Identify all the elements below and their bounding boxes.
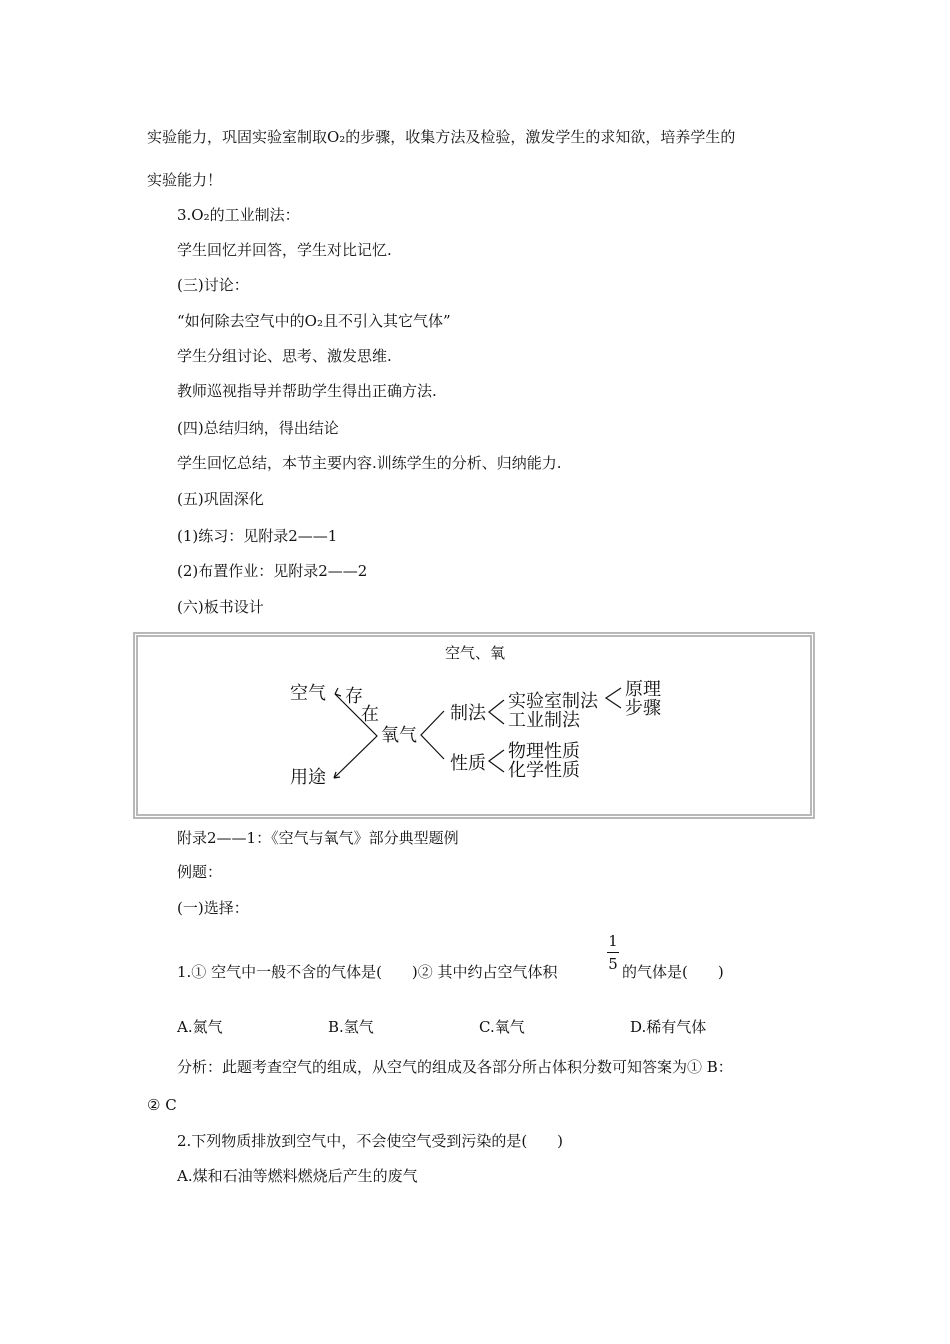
node-steps: 步骤 [625,698,661,719]
node-air: 空气 [290,683,326,704]
section-heading: (六)板书设计 [177,598,264,616]
arrow-air-head [335,688,338,694]
option-c: C.氧气 [479,1018,525,1036]
choice-heading: (一)选择： [177,899,249,917]
section-heading: (五)巩固深化 [177,490,264,508]
node-prep: 制法 [450,703,486,724]
example-label: 例题： [177,863,223,881]
label-cun: 存 [345,686,363,707]
question-2: 2.下列物质排放到空气中，不会使空气受到污染的是( ) [177,1132,564,1150]
bracket-props [489,750,504,772]
section-heading: (三)讨论： [177,276,249,294]
option-b: B.氢气 [328,1018,374,1036]
label-zai: 在 [361,704,379,725]
para-line: 学生分组讨论、思考、激发思维. [177,347,392,365]
para-line: (2)布置作业：见附录2——2 [177,562,368,580]
node-chemical: 化学性质 [508,760,580,781]
board-title: 空气、氧 [444,644,506,662]
para-line: 学生回忆并回答，学生对比记忆. [177,241,392,259]
fraction-numerator: 1 [608,932,618,950]
fraction-bar [607,952,619,953]
fraction-denominator: 5 [608,955,618,973]
option-a: A.氮气 [177,1018,223,1036]
question-2-option-a: A.煤和石油等燃料燃烧后产生的废气 [177,1167,418,1185]
analysis-text: 分析：此题考查空气的组成，从空气的组成及各部分所占体积分数可知答案为① B： [177,1058,733,1076]
bracket-prep [489,700,504,724]
node-oxygen: 氧气 [381,725,417,746]
appendix-heading: 附录2——1：《空气与氧气》部分典型题例 [177,829,459,847]
analysis-answer: ② C [147,1096,177,1114]
node-principle: 原理 [625,679,661,700]
section-heading: (四)总结归纳，得出结论 [177,419,339,437]
bracket-oxygen [421,711,444,759]
blackboard-diagram [138,637,810,814]
node-use: 用途 [290,767,326,788]
para-line: (1)练习：见附录2——1 [177,527,338,545]
para-line: 学生回忆总结，本节主要内容.训练学生的分析、归纳能力. [177,454,562,472]
section-heading: 3.O₂的工业制法： [177,206,300,224]
question-1-part-a: 1.① 空气中一般不含的气体是( )② 其中约占空气体积 [177,963,558,981]
option-d: D.稀有气体 [630,1018,707,1036]
para-line: 实验能力！ [147,171,223,189]
blackboard-design-box [133,632,815,819]
node-industry: 工业制法 [508,710,580,731]
para-line: 实验能力，巩固实验室制取O₂的步骤，收集方法及检验，激发学生的求知欲，培养学生的 [147,128,736,146]
node-lab: 实验室制法 [508,691,598,712]
node-props: 性质 [450,753,486,774]
question-1-part-b: 的气体是( ) [622,963,724,981]
fraction-one-fifth [606,932,620,973]
node-physical: 物理性质 [508,741,580,762]
para-line: “如何除去空气中的O₂且不引入其它气体” [177,312,451,330]
para-line: 教师巡视指导并帮助学生得出正确方法. [177,382,437,400]
bracket-lab [606,688,621,708]
